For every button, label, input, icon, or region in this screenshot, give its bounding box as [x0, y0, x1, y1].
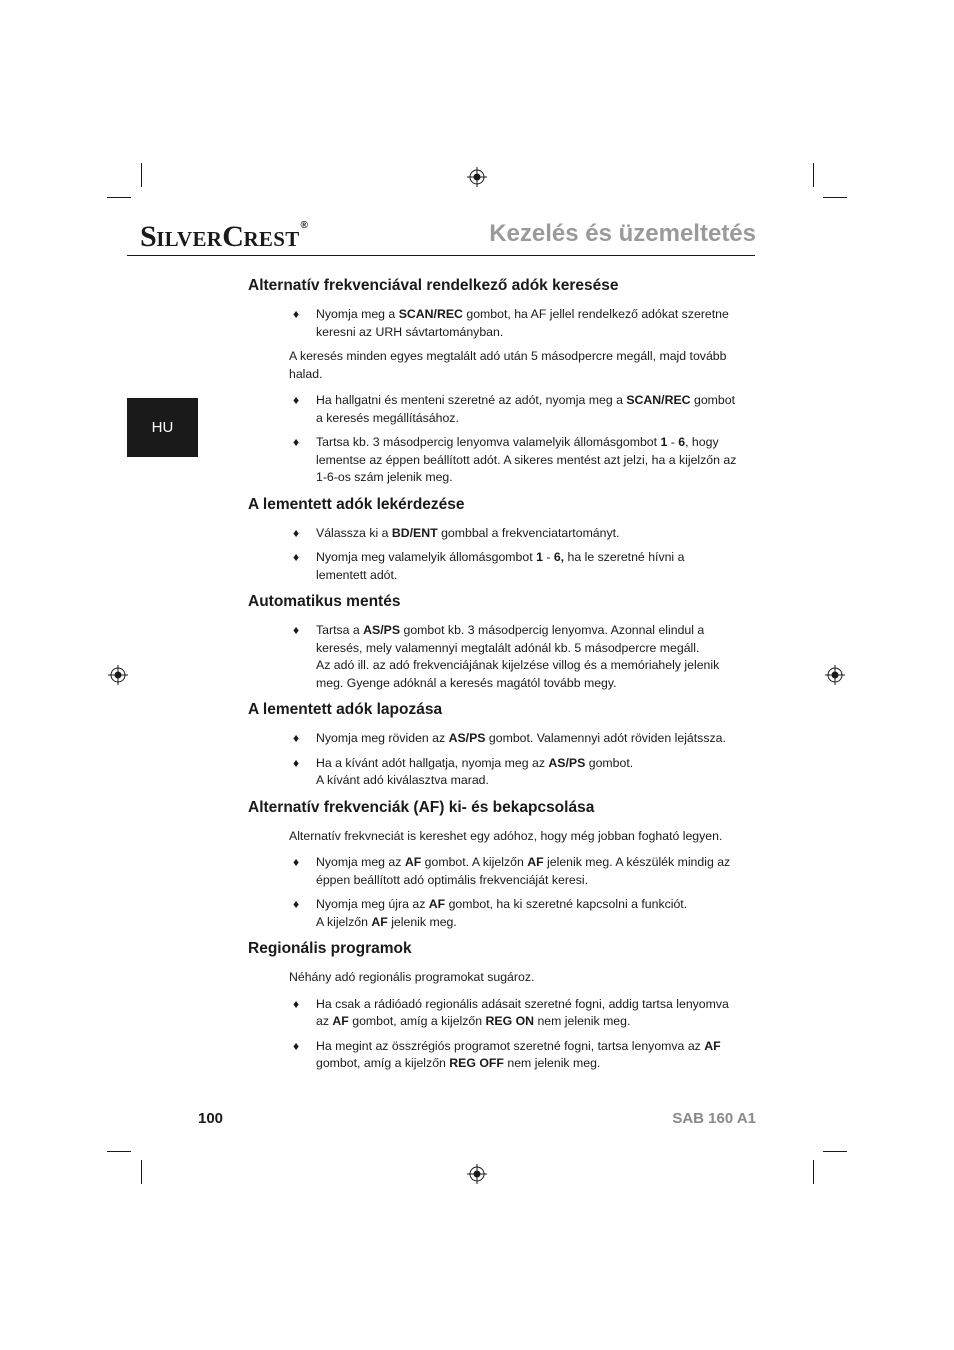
- section-heading: A lementett adók lekérdezése: [248, 495, 465, 513]
- bullet-icon: ♦: [293, 435, 300, 449]
- crop-mark: [823, 197, 847, 198]
- paragraph: Alternatív frekvneciát is kereshet egy adóhoz, hogy még jobban fogható legyen.: [289, 828, 723, 843]
- section-regional: [248, 938, 738, 1073]
- list-item: ♦ Nyomja meg az AF gombot. A kijelzőn AF jelenik meg. A készülék mindig az éppen beállított adó optimális frekvenciáját keresi.: [293, 855, 731, 887]
- crop-mark: [107, 197, 131, 198]
- list-item: ♦ Nyomja meg valamelyik állomásgombot 1 - 6, ha le szeretné hívni a lementett adót.: [293, 550, 685, 582]
- bullet-icon: ♦: [293, 755, 300, 770]
- section-af-search: [248, 275, 738, 487]
- bullet-icon: ♦: [293, 307, 300, 321]
- registration-mark-icon: [467, 167, 487, 187]
- bullet-icon: ♦: [293, 1038, 300, 1053]
- bullet-icon: ♦: [293, 996, 300, 1011]
- paragraph: Néhány adó regionális programokat sugároz.: [289, 970, 535, 984]
- list-item: ♦ Nyomja meg a SCAN/REC gombot, ha AF jellel rendelkező adókat szeretne keresni az URH sávtartományban.: [293, 307, 729, 339]
- bullet-icon: ♦: [293, 550, 300, 564]
- section-heading: Regionális programok: [248, 940, 412, 957]
- header-rule: [127, 255, 755, 256]
- section-heading: Automatikus mentés: [248, 593, 401, 610]
- crop-mark: [823, 1151, 847, 1152]
- language-tab: HU: [127, 398, 198, 457]
- section-heading: A lementett adók lapozása: [248, 701, 443, 718]
- section-heading: Alternatív frekvenciák (AF) ki- és bekapcsolása: [248, 798, 595, 816]
- crop-mark: [813, 163, 814, 187]
- section-heading: Alternatív frekvenciával rendelkező adók keresése: [248, 277, 619, 294]
- list-item: ♦ Ha a kívánt adót hallgatja, nyomja meg az AS/PS gombot. A kívánt adó kiválasztva marad.: [293, 755, 634, 787]
- brand-logo: SILVERCREST®: [140, 220, 308, 253]
- bullet-icon: ♦: [293, 393, 300, 407]
- section-auto-save: [248, 591, 738, 692]
- section-recall: [248, 494, 738, 585]
- bullet-icon: ♦: [293, 623, 300, 637]
- registration-mark-icon: [108, 665, 128, 685]
- list-item: ♦ Nyomja meg röviden az AS/PS gombot. Valamennyi adót röviden lejátssza.: [248, 730, 738, 748]
- bullet-icon: ♦: [293, 897, 300, 911]
- paragraph: A keresés minden egyes megtalált adó után 5 másodpercre megáll, majd tovább halad.: [289, 349, 727, 381]
- crop-mark: [107, 1151, 131, 1152]
- bullet-icon: ♦: [293, 525, 300, 540]
- list-item: ♦ Ha csak a rádióadó regionális adásait szeretné fogni, addig tartsa lenyomva az AF gombot, amíg a kijelzőn REG ON nem jelenik meg.: [293, 996, 729, 1028]
- crop-mark: [141, 1160, 142, 1184]
- page-number: 100: [198, 1110, 224, 1127]
- registration-mark-icon: [467, 1164, 487, 1184]
- main-content: [248, 275, 738, 1080]
- list-item: ♦ Tartsa kb. 3 másodpercig lenyomva valamelyik állomásgombot 1 - 6, hogy lementse az éppen beállított adót. A sikeres mentést azt jelzi, ha a kijelzőn az 1-6-os szám jelenik meg.: [293, 435, 737, 484]
- list-item: ♦ Válassza ki a BD/ENT gombbal a frekvenciatartományt.: [248, 525, 738, 543]
- section-af-toggle: [248, 797, 738, 932]
- crop-mark: [141, 163, 142, 187]
- bullet-icon: ♦: [293, 855, 300, 869]
- page-title: Kezelés és üzemeltetés: [489, 220, 756, 247]
- registration-mark-icon: [825, 665, 845, 685]
- list-item: ♦ Ha hallgatni és menteni szeretné az adót, nyomja meg a SCAN/REC gombot a keresés megállításához.: [293, 393, 736, 425]
- crop-mark: [813, 1160, 814, 1184]
- section-browse: [248, 699, 738, 790]
- model-number: SAB 160 A1: [672, 1110, 756, 1127]
- bullet-icon: ♦: [293, 731, 300, 745]
- list-item: ♦ Nyomja meg újra az AF gombot, ha ki szeretné kapcsolni a funkciót. A kijelzőn AF jelenik meg.: [293, 897, 688, 929]
- list-item: ♦ Ha megint az összrégiós programot szeretné fogni, tartsa lenyomva az AF gombot, amíg a kijelzőn REG OFF nem jelenik meg.: [293, 1038, 721, 1070]
- list-item: ♦ Tartsa a AS/PS gombot kb. 3 másodpercig lenyomva. Azonnal elindul a keresés, mely valamennyi megtalált adónál kb. 5 másodpercre megáll. Az adó ill. az adó frekvenciájának kijelzése villog és a memóriahely jelenik meg. Gyenge adóknál a keresés magától tovább megy.: [293, 623, 720, 690]
